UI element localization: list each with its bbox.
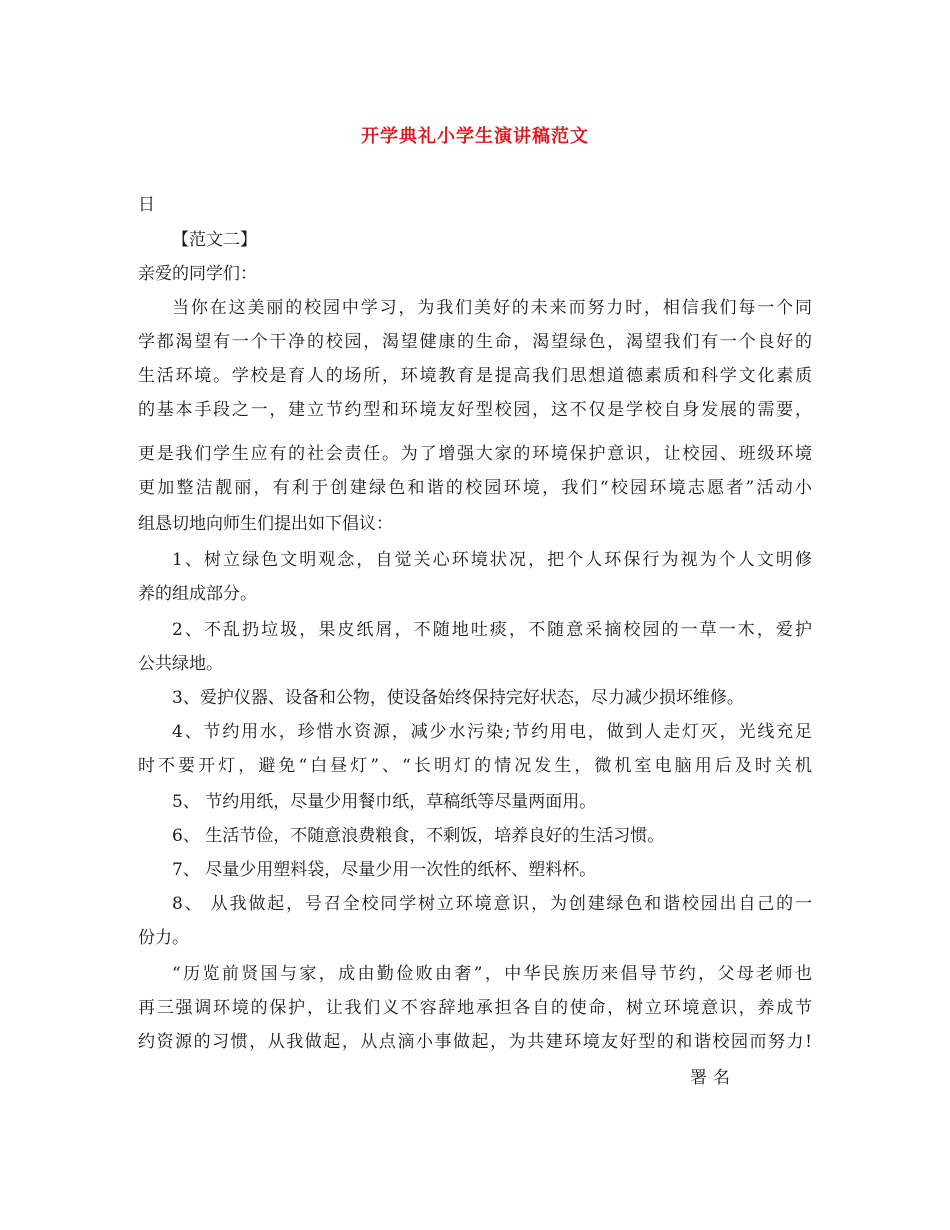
paragraph-line: 更加整洁靓丽，有利于创建绿色和谐的校园环境，我们“校园环境志愿者”活动小	[138, 478, 812, 498]
paragraph-line: 学都渴望有一个干净的校园，渴望健康的生命，渴望绿色，渴望我们有一个良好的	[138, 332, 812, 352]
list-item-line: 份力。	[138, 928, 189, 948]
text-line: 日	[138, 195, 155, 215]
list-item-line: 养的组成部分。	[138, 584, 257, 604]
paragraph-line: “历览前贤国与家，成由勤俭败由奢”，中华民族历来倡导节约，父母老师也	[172, 964, 812, 984]
document-title: 开学典礼小学生演讲稿范文	[361, 126, 589, 147]
paragraph-line: 的基本手段之一，建立节约型和环境友好型校园，这不仅是学校自身发展的需要，	[138, 400, 812, 420]
list-item-line: 时不要开灯，避免“白昼灯”、“长明灯的情况发生，微机室电脑用后及时关机	[138, 756, 812, 776]
paragraph-line: 更是我们学生应有的社会责任。为了增强大家的环境保护意识，让校园、班级环境	[138, 444, 812, 464]
paragraph-line: 当你在这美丽的校园中学习，为我们美好的未来而努力时，相信我们每一个同	[172, 298, 812, 318]
section-heading: 【范文二】	[172, 230, 257, 250]
list-item-line: 3、爱护仪器、设备和公物，使设备始终保持完好状态，尽力减少损坏维修。	[172, 688, 744, 708]
salutation: 亲爱的同学们：	[138, 264, 257, 284]
list-item-line: 7、 尽量少用塑料袋，尽量少用一次性的纸杯、塑料杯。	[172, 860, 597, 880]
paragraph-line: 组恳切地向师生们提出如下倡议：	[138, 514, 393, 534]
paragraph-line: 再三强调环境的保护，让我们义不容辞地承担各自的使命，树立环境意识，养成节	[138, 998, 812, 1018]
list-item-line: 8、 从我做起，号召全校同学树立环境意识，为创建绿色和谐校园出自己的一	[172, 894, 812, 914]
paragraph-line: 生活环境。学校是育人的场所，环境教育是提高我们思想道德素质和科学文化素质	[138, 366, 812, 386]
list-item-line: 2、不乱扔垃圾，果皮纸屑，不随地吐痰，不随意采摘校园的一草一木，爱护	[172, 620, 812, 640]
list-item-line: 6、 生活节俭，不随意浪费粮食，不剩饭，培养良好的生活习惯。	[172, 826, 665, 846]
signature: 署名	[690, 1068, 736, 1088]
list-item-line: 1、树立绿色文明观念，自觉关心环境状况，把个人环保行为视为个人文明修	[172, 550, 812, 570]
paragraph-line: 约资源的习惯，从我做起，从点滴小事做起，为共建环境友好型的和谐校园而努力!	[138, 1032, 812, 1052]
list-item-line: 4、节约用水，珍惜水资源，减少水污染;节约用电，做到人走灯灭，光线充足	[172, 722, 812, 742]
list-item-line: 5、 节约用纸，尽量少用餐巾纸，草稿纸等尽量两面用。	[172, 792, 597, 812]
list-item-line: 公共绿地。	[138, 654, 223, 674]
